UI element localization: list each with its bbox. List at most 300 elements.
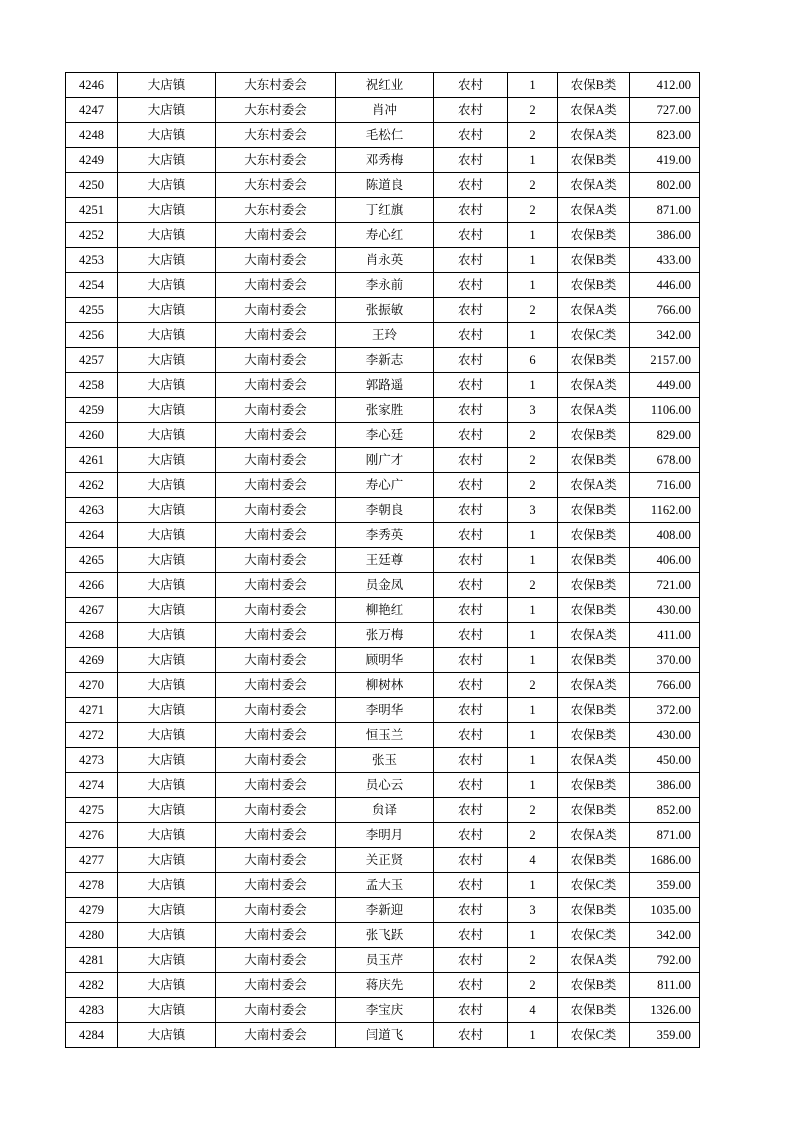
cell-village-committee: 大南村委会 <box>216 948 336 973</box>
cell-insurance-category: 农保B类 <box>558 498 630 523</box>
cell-amount: 386.00 <box>630 773 700 798</box>
cell-residence-type: 农村 <box>434 998 508 1023</box>
cell-town: 大店镇 <box>118 948 216 973</box>
table-row <box>66 823 700 848</box>
table-row <box>66 998 700 1023</box>
table-row <box>66 773 700 798</box>
cell-serial-number: 4265 <box>66 548 118 573</box>
cell-serial-number: 4249 <box>66 148 118 173</box>
table-row <box>66 148 700 173</box>
cell-serial-number: 4256 <box>66 323 118 348</box>
cell-town: 大店镇 <box>118 923 216 948</box>
table-row <box>66 223 700 248</box>
cell-amount: 412.00 <box>630 73 700 98</box>
cell-amount: 802.00 <box>630 173 700 198</box>
cell-town: 大店镇 <box>118 373 216 398</box>
cell-person-name: 张万梅 <box>336 623 434 648</box>
cell-residence-type: 农村 <box>434 373 508 398</box>
cell-village-committee: 大南村委会 <box>216 698 336 723</box>
cell-serial-number: 4274 <box>66 773 118 798</box>
cell-person-name: 陈道良 <box>336 173 434 198</box>
cell-amount: 829.00 <box>630 423 700 448</box>
cell-village-committee: 大东村委会 <box>216 173 336 198</box>
cell-person-count: 3 <box>508 498 558 523</box>
cell-residence-type: 农村 <box>434 423 508 448</box>
cell-residence-type: 农村 <box>434 123 508 148</box>
cell-person-count: 2 <box>508 198 558 223</box>
cell-residence-type: 农村 <box>434 73 508 98</box>
cell-town: 大店镇 <box>118 573 216 598</box>
cell-village-committee: 大南村委会 <box>216 523 336 548</box>
cell-amount: 823.00 <box>630 123 700 148</box>
cell-residence-type: 农村 <box>434 398 508 423</box>
cell-town: 大店镇 <box>118 973 216 998</box>
cell-residence-type: 农村 <box>434 773 508 798</box>
cell-town: 大店镇 <box>118 398 216 423</box>
cell-residence-type: 农村 <box>434 498 508 523</box>
cell-town: 大店镇 <box>118 598 216 623</box>
cell-person-name: 张振敏 <box>336 298 434 323</box>
cell-amount: 1162.00 <box>630 498 700 523</box>
cell-person-name: 贠译 <box>336 798 434 823</box>
cell-person-count: 1 <box>508 648 558 673</box>
cell-town: 大店镇 <box>118 548 216 573</box>
table-row <box>66 598 700 623</box>
cell-village-committee: 大南村委会 <box>216 873 336 898</box>
cell-person-count: 2 <box>508 448 558 473</box>
cell-person-name: 张飞跃 <box>336 923 434 948</box>
cell-residence-type: 农村 <box>434 798 508 823</box>
cell-insurance-category: 农保B类 <box>558 423 630 448</box>
cell-amount: 430.00 <box>630 598 700 623</box>
cell-insurance-category: 农保B类 <box>558 548 630 573</box>
cell-person-name: 李永前 <box>336 273 434 298</box>
cell-amount: 766.00 <box>630 673 700 698</box>
cell-residence-type: 农村 <box>434 748 508 773</box>
cell-serial-number: 4260 <box>66 423 118 448</box>
cell-town: 大店镇 <box>118 698 216 723</box>
cell-residence-type: 农村 <box>434 198 508 223</box>
cell-town: 大店镇 <box>118 773 216 798</box>
cell-person-name: 李明华 <box>336 698 434 723</box>
cell-serial-number: 4255 <box>66 298 118 323</box>
table-row <box>66 548 700 573</box>
cell-person-name: 李朝良 <box>336 498 434 523</box>
table-row <box>66 298 700 323</box>
cell-serial-number: 4247 <box>66 98 118 123</box>
cell-town: 大店镇 <box>118 423 216 448</box>
cell-residence-type: 农村 <box>434 723 508 748</box>
cell-town: 大店镇 <box>118 623 216 648</box>
cell-village-committee: 大东村委会 <box>216 123 336 148</box>
cell-serial-number: 4275 <box>66 798 118 823</box>
cell-insurance-category: 农保A类 <box>558 673 630 698</box>
cell-person-name: 丁红旗 <box>336 198 434 223</box>
cell-amount: 852.00 <box>630 798 700 823</box>
cell-residence-type: 农村 <box>434 648 508 673</box>
cell-town: 大店镇 <box>118 223 216 248</box>
cell-insurance-category: 农保B类 <box>558 348 630 373</box>
cell-person-count: 4 <box>508 848 558 873</box>
cell-insurance-category: 农保B类 <box>558 998 630 1023</box>
cell-person-name: 员玉芹 <box>336 948 434 973</box>
cell-person-count: 1 <box>508 148 558 173</box>
cell-insurance-category: 农保B类 <box>558 273 630 298</box>
cell-amount: 1035.00 <box>630 898 700 923</box>
cell-serial-number: 4246 <box>66 73 118 98</box>
cell-serial-number: 4257 <box>66 348 118 373</box>
cell-amount: 811.00 <box>630 973 700 998</box>
cell-person-name: 郭路遥 <box>336 373 434 398</box>
cell-person-name: 蒋庆先 <box>336 973 434 998</box>
cell-person-count: 2 <box>508 123 558 148</box>
cell-insurance-category: 农保A类 <box>558 98 630 123</box>
cell-town: 大店镇 <box>118 498 216 523</box>
cell-residence-type: 农村 <box>434 98 508 123</box>
cell-person-name: 张家胜 <box>336 398 434 423</box>
cell-person-name: 毛松仁 <box>336 123 434 148</box>
cell-person-name: 寿心广 <box>336 473 434 498</box>
cell-town: 大店镇 <box>118 73 216 98</box>
cell-insurance-category: 农保B类 <box>558 448 630 473</box>
cell-village-committee: 大东村委会 <box>216 148 336 173</box>
cell-town: 大店镇 <box>118 823 216 848</box>
cell-town: 大店镇 <box>118 723 216 748</box>
cell-residence-type: 农村 <box>434 323 508 348</box>
cell-person-count: 1 <box>508 373 558 398</box>
table-row <box>66 573 700 598</box>
cell-village-committee: 大南村委会 <box>216 498 336 523</box>
cell-person-name: 刚广才 <box>336 448 434 473</box>
cell-serial-number: 4258 <box>66 373 118 398</box>
cell-person-name: 肖冲 <box>336 98 434 123</box>
cell-amount: 433.00 <box>630 248 700 273</box>
cell-insurance-category: 农保B类 <box>558 698 630 723</box>
cell-person-count: 6 <box>508 348 558 373</box>
table-row <box>66 448 700 473</box>
table-row <box>66 173 700 198</box>
cell-serial-number: 4280 <box>66 923 118 948</box>
cell-serial-number: 4259 <box>66 398 118 423</box>
table-row <box>66 323 700 348</box>
insurance-roster-table <box>65 72 700 1048</box>
cell-person-count: 1 <box>508 548 558 573</box>
cell-village-committee: 大南村委会 <box>216 723 336 748</box>
cell-village-committee: 大南村委会 <box>216 598 336 623</box>
cell-town: 大店镇 <box>118 123 216 148</box>
cell-amount: 406.00 <box>630 548 700 573</box>
cell-serial-number: 4277 <box>66 848 118 873</box>
cell-person-name: 关正贤 <box>336 848 434 873</box>
cell-person-count: 2 <box>508 423 558 448</box>
cell-person-count: 2 <box>508 173 558 198</box>
table-row <box>66 473 700 498</box>
cell-amount: 1326.00 <box>630 998 700 1023</box>
cell-person-name: 李宝庆 <box>336 998 434 1023</box>
cell-serial-number: 4279 <box>66 898 118 923</box>
cell-person-count: 1 <box>508 723 558 748</box>
cell-town: 大店镇 <box>118 148 216 173</box>
table-row <box>66 873 700 898</box>
cell-person-count: 2 <box>508 673 558 698</box>
cell-insurance-category: 农保C类 <box>558 923 630 948</box>
cell-serial-number: 4278 <box>66 873 118 898</box>
cell-serial-number: 4276 <box>66 823 118 848</box>
cell-person-count: 3 <box>508 398 558 423</box>
table-row <box>66 423 700 448</box>
cell-insurance-category: 农保B类 <box>558 73 630 98</box>
table-row <box>66 523 700 548</box>
cell-person-count: 1 <box>508 598 558 623</box>
cell-serial-number: 4261 <box>66 448 118 473</box>
cell-person-name: 闫道飞 <box>336 1023 434 1048</box>
cell-residence-type: 农村 <box>434 473 508 498</box>
cell-serial-number: 4251 <box>66 198 118 223</box>
cell-town: 大店镇 <box>118 298 216 323</box>
cell-person-name: 邓秀梅 <box>336 148 434 173</box>
cell-insurance-category: 农保A类 <box>558 123 630 148</box>
cell-insurance-category: 农保A类 <box>558 623 630 648</box>
table-row <box>66 498 700 523</box>
cell-person-count: 4 <box>508 998 558 1023</box>
cell-town: 大店镇 <box>118 248 216 273</box>
cell-residence-type: 农村 <box>434 698 508 723</box>
cell-town: 大店镇 <box>118 473 216 498</box>
cell-insurance-category: 农保A类 <box>558 373 630 398</box>
cell-village-committee: 大南村委会 <box>216 448 336 473</box>
cell-insurance-category: 农保B类 <box>558 798 630 823</box>
cell-person-count: 1 <box>508 873 558 898</box>
cell-insurance-category: 农保B类 <box>558 148 630 173</box>
cell-amount: 411.00 <box>630 623 700 648</box>
cell-person-count: 2 <box>508 298 558 323</box>
cell-insurance-category: 农保A类 <box>558 473 630 498</box>
cell-residence-type: 农村 <box>434 1023 508 1048</box>
cell-village-committee: 大南村委会 <box>216 823 336 848</box>
cell-insurance-category: 农保A类 <box>558 748 630 773</box>
cell-person-name: 孟大玉 <box>336 873 434 898</box>
cell-village-committee: 大南村委会 <box>216 923 336 948</box>
cell-person-count: 1 <box>508 523 558 548</box>
cell-village-committee: 大南村委会 <box>216 773 336 798</box>
cell-serial-number: 4267 <box>66 598 118 623</box>
cell-serial-number: 4283 <box>66 998 118 1023</box>
cell-town: 大店镇 <box>118 648 216 673</box>
cell-amount: 450.00 <box>630 748 700 773</box>
cell-residence-type: 农村 <box>434 548 508 573</box>
cell-person-name: 祝红业 <box>336 73 434 98</box>
cell-person-count: 1 <box>508 698 558 723</box>
cell-serial-number: 4250 <box>66 173 118 198</box>
cell-person-count: 1 <box>508 1023 558 1048</box>
cell-village-committee: 大南村委会 <box>216 623 336 648</box>
cell-village-committee: 大南村委会 <box>216 748 336 773</box>
cell-town: 大店镇 <box>118 98 216 123</box>
cell-serial-number: 4254 <box>66 273 118 298</box>
cell-serial-number: 4266 <box>66 573 118 598</box>
cell-serial-number: 4282 <box>66 973 118 998</box>
table-row <box>66 798 700 823</box>
cell-person-name: 寿心红 <box>336 223 434 248</box>
cell-village-committee: 大南村委会 <box>216 298 336 323</box>
cell-amount: 727.00 <box>630 98 700 123</box>
cell-residence-type: 农村 <box>434 673 508 698</box>
table-row <box>66 273 700 298</box>
cell-village-committee: 大南村委会 <box>216 323 336 348</box>
cell-residence-type: 农村 <box>434 223 508 248</box>
cell-residence-type: 农村 <box>434 273 508 298</box>
cell-residence-type: 农村 <box>434 298 508 323</box>
cell-person-count: 1 <box>508 623 558 648</box>
cell-person-name: 李新志 <box>336 348 434 373</box>
cell-village-committee: 大东村委会 <box>216 73 336 98</box>
cell-amount: 2157.00 <box>630 348 700 373</box>
cell-insurance-category: 农保B类 <box>558 223 630 248</box>
cell-person-count: 3 <box>508 898 558 923</box>
cell-person-count: 2 <box>508 473 558 498</box>
cell-amount: 372.00 <box>630 698 700 723</box>
cell-village-committee: 大南村委会 <box>216 248 336 273</box>
cell-village-committee: 大南村委会 <box>216 398 336 423</box>
cell-insurance-category: 农保A类 <box>558 198 630 223</box>
cell-person-count: 1 <box>508 773 558 798</box>
cell-serial-number: 4284 <box>66 1023 118 1048</box>
cell-village-committee: 大南村委会 <box>216 548 336 573</box>
cell-village-committee: 大南村委会 <box>216 423 336 448</box>
cell-residence-type: 农村 <box>434 248 508 273</box>
table-row <box>66 1023 700 1048</box>
cell-serial-number: 4263 <box>66 498 118 523</box>
cell-amount: 430.00 <box>630 723 700 748</box>
cell-village-committee: 大南村委会 <box>216 373 336 398</box>
cell-village-committee: 大南村委会 <box>216 673 336 698</box>
cell-person-name: 顾明华 <box>336 648 434 673</box>
cell-village-committee: 大南村委会 <box>216 1023 336 1048</box>
cell-serial-number: 4253 <box>66 248 118 273</box>
cell-person-name: 李秀英 <box>336 523 434 548</box>
cell-residence-type: 农村 <box>434 623 508 648</box>
cell-serial-number: 4264 <box>66 523 118 548</box>
cell-serial-number: 4273 <box>66 748 118 773</box>
cell-amount: 1106.00 <box>630 398 700 423</box>
cell-person-count: 1 <box>508 923 558 948</box>
cell-residence-type: 农村 <box>434 573 508 598</box>
cell-person-count: 2 <box>508 823 558 848</box>
table-row <box>66 73 700 98</box>
cell-town: 大店镇 <box>118 673 216 698</box>
cell-insurance-category: 农保C类 <box>558 873 630 898</box>
cell-insurance-category: 农保A类 <box>558 948 630 973</box>
cell-insurance-category: 农保B类 <box>558 973 630 998</box>
cell-serial-number: 4272 <box>66 723 118 748</box>
cell-person-count: 1 <box>508 223 558 248</box>
table-row <box>66 248 700 273</box>
cell-residence-type: 农村 <box>434 823 508 848</box>
cell-person-name: 李明月 <box>336 823 434 848</box>
cell-amount: 1686.00 <box>630 848 700 873</box>
cell-person-name: 李新迎 <box>336 898 434 923</box>
table-row <box>66 898 700 923</box>
cell-town: 大店镇 <box>118 523 216 548</box>
cell-insurance-category: 农保B类 <box>558 248 630 273</box>
cell-person-count: 1 <box>508 73 558 98</box>
cell-town: 大店镇 <box>118 873 216 898</box>
cell-amount: 408.00 <box>630 523 700 548</box>
cell-amount: 419.00 <box>630 148 700 173</box>
cell-person-name: 柳艳红 <box>336 598 434 623</box>
table-row <box>66 123 700 148</box>
cell-amount: 359.00 <box>630 873 700 898</box>
cell-amount: 766.00 <box>630 298 700 323</box>
cell-town: 大店镇 <box>118 848 216 873</box>
cell-person-name: 王廷尊 <box>336 548 434 573</box>
cell-village-committee: 大南村委会 <box>216 973 336 998</box>
cell-town: 大店镇 <box>118 798 216 823</box>
cell-amount: 359.00 <box>630 1023 700 1048</box>
cell-insurance-category: 农保B类 <box>558 648 630 673</box>
cell-town: 大店镇 <box>118 173 216 198</box>
cell-town: 大店镇 <box>118 323 216 348</box>
cell-insurance-category: 农保A类 <box>558 173 630 198</box>
cell-town: 大店镇 <box>118 1023 216 1048</box>
cell-residence-type: 农村 <box>434 848 508 873</box>
cell-insurance-category: 农保C类 <box>558 1023 630 1048</box>
cell-town: 大店镇 <box>118 898 216 923</box>
cell-amount: 449.00 <box>630 373 700 398</box>
cell-insurance-category: 农保C类 <box>558 323 630 348</box>
cell-village-committee: 大南村委会 <box>216 998 336 1023</box>
cell-insurance-category: 农保A类 <box>558 823 630 848</box>
cell-serial-number: 4248 <box>66 123 118 148</box>
cell-village-committee: 大东村委会 <box>216 98 336 123</box>
cell-residence-type: 农村 <box>434 148 508 173</box>
cell-residence-type: 农村 <box>434 598 508 623</box>
cell-insurance-category: 农保B类 <box>558 773 630 798</box>
cell-amount: 871.00 <box>630 823 700 848</box>
table-row <box>66 198 700 223</box>
cell-village-committee: 大南村委会 <box>216 473 336 498</box>
cell-village-committee: 大南村委会 <box>216 573 336 598</box>
cell-serial-number: 4271 <box>66 698 118 723</box>
cell-person-name: 员心云 <box>336 773 434 798</box>
cell-insurance-category: 农保B类 <box>558 523 630 548</box>
cell-village-committee: 大南村委会 <box>216 348 336 373</box>
cell-person-count: 2 <box>508 798 558 823</box>
table-row <box>66 373 700 398</box>
cell-village-committee: 大南村委会 <box>216 848 336 873</box>
cell-person-count: 2 <box>508 573 558 598</box>
cell-town: 大店镇 <box>118 348 216 373</box>
table-row <box>66 973 700 998</box>
cell-person-count: 1 <box>508 248 558 273</box>
table-row <box>66 748 700 773</box>
cell-amount: 792.00 <box>630 948 700 973</box>
cell-amount: 871.00 <box>630 198 700 223</box>
cell-village-committee: 大东村委会 <box>216 198 336 223</box>
cell-person-count: 1 <box>508 748 558 773</box>
table-row <box>66 648 700 673</box>
table-row <box>66 698 700 723</box>
table-row <box>66 348 700 373</box>
table-row <box>66 623 700 648</box>
cell-residence-type: 农村 <box>434 898 508 923</box>
table-row <box>66 848 700 873</box>
table-row <box>66 948 700 973</box>
cell-serial-number: 4269 <box>66 648 118 673</box>
cell-amount: 342.00 <box>630 923 700 948</box>
cell-residence-type: 农村 <box>434 973 508 998</box>
cell-insurance-category: 农保A类 <box>558 398 630 423</box>
